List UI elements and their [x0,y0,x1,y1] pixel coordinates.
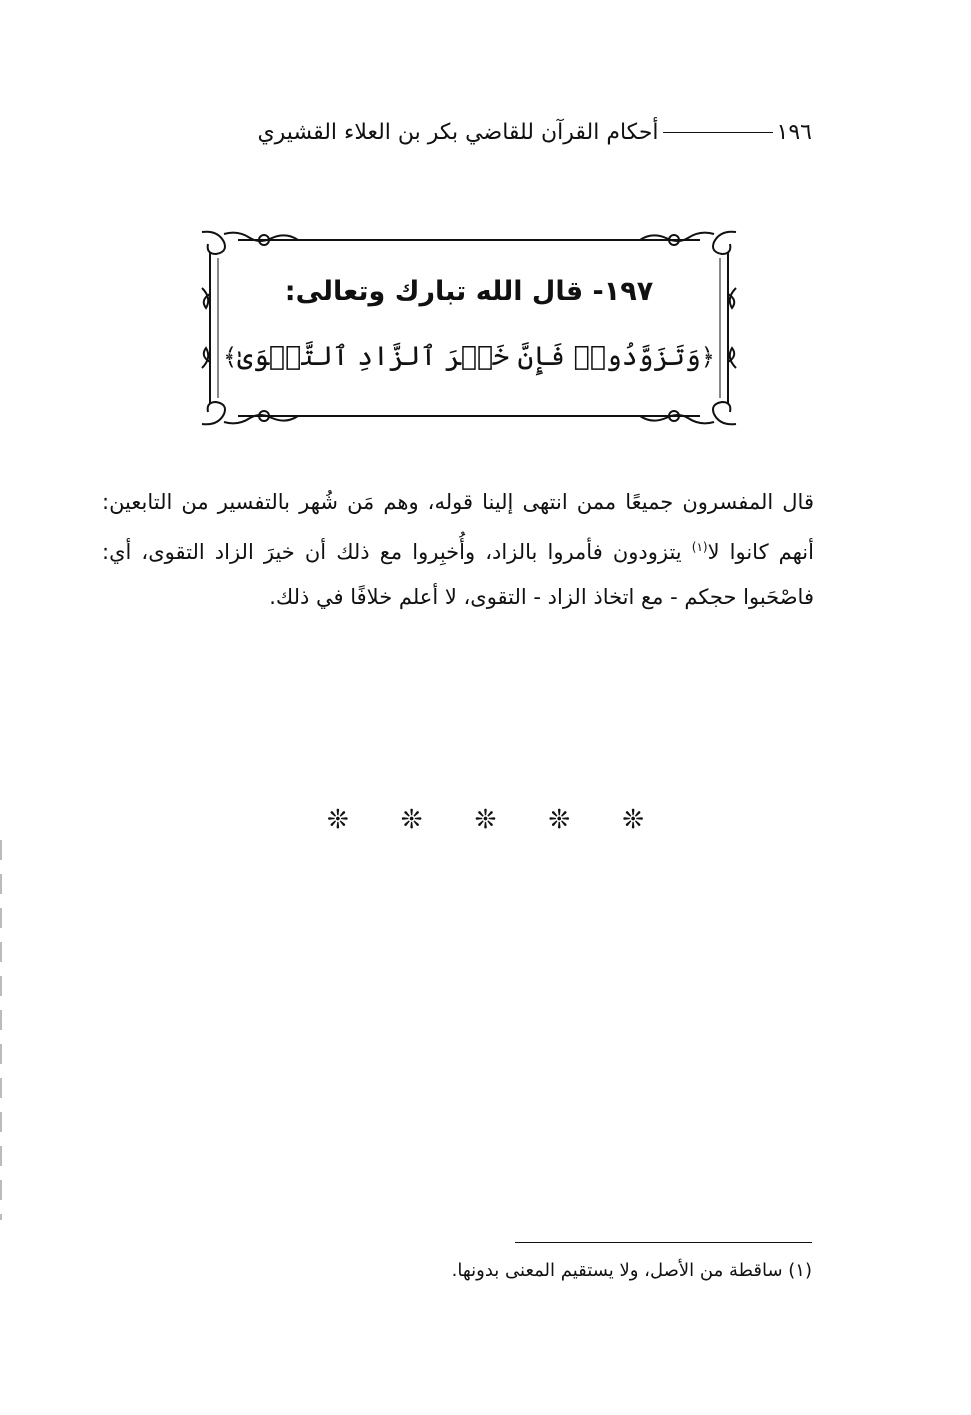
footnote-1: (١) ساقطة من الأصل، ولا يستقيم المعنى بدونها. [451,1260,812,1281]
verse-frame [198,228,740,428]
quran-verse [198,341,740,372]
open-ornate-bracket: ﴿ [700,343,715,371]
asterisk-icon: ❊ [400,805,423,835]
asterisk-icon: ❊ [474,805,497,835]
footnote-rule [515,1242,812,1243]
verse-words: وَتَزَوَّدُوا۟ فَإِنَّ خَيۡرَ ٱلزَّادِ ٱلتَّقۡوَىٰ [237,341,701,372]
verse-heading: ١٩٧- قال الله تبارك وتعالى: [284,276,654,307]
page-number: ١٩٦ [776,119,812,145]
asterisk-icon: ❊ [622,805,644,835]
section-separator [0,805,971,835]
asterisk-icon: ❊ [548,805,571,835]
footnote-reference: (١) [691,540,708,554]
book-title: أحكام القرآن للقاضي بكر بن العلاء القشيري [257,119,659,145]
ornamental-border [198,228,740,428]
paragraph-part-2: يتزودون فأمروا بالزاد، وأُخبِروا مع ذلك أن خيرَ الزاد التقوى، أي: فاصْحَبوا حجكم - مع اتخاذ الزاد - التقوى، لا أعلم خلافًا في ذلك. [102,540,814,609]
header-rule [663,132,773,133]
scan-edge-artifact [0,840,2,1220]
close-ornate-bracket: ﴾ [223,343,238,371]
asterisk-icon: ❊ [327,805,349,835]
commentary-paragraph [102,480,814,620]
paragraph-part-1: قال المفسرون جميعًا ممن انتهى إلينا قوله، وهم مَن شُهر بالتفسير من التابعين: أنهم كانوا لا [102,490,814,564]
running-header [100,112,812,152]
